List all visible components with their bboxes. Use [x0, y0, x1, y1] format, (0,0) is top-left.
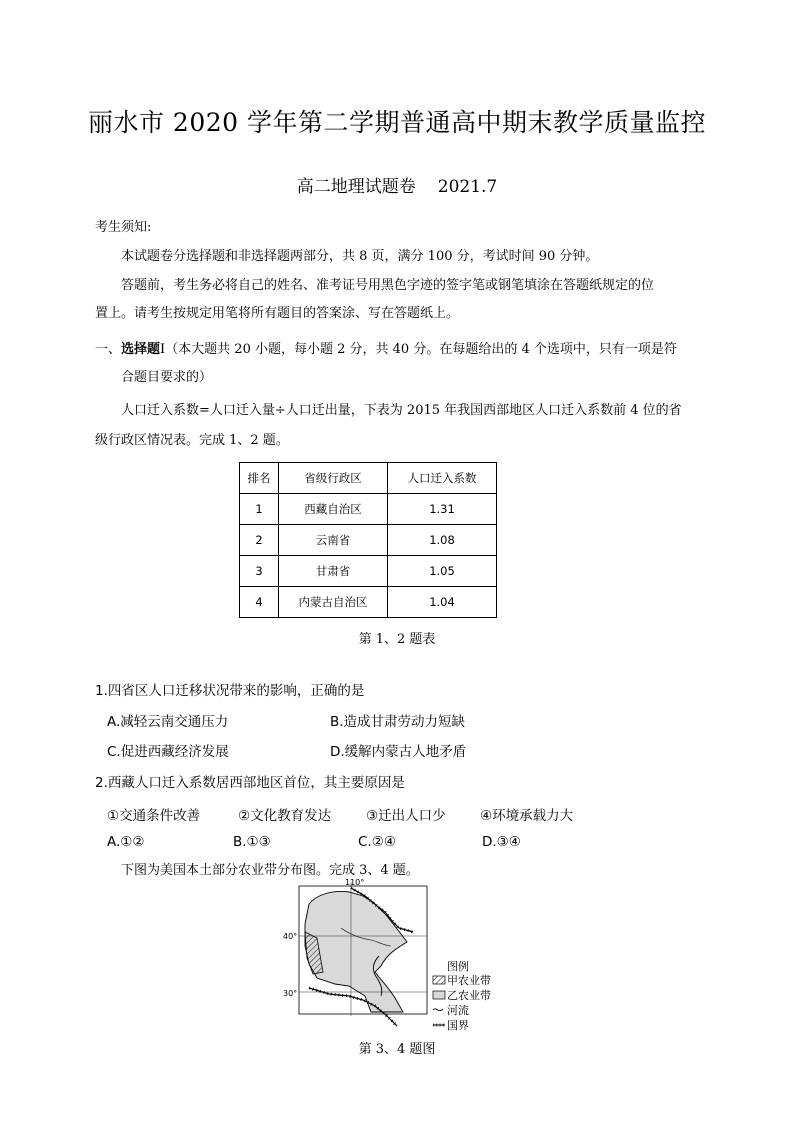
section-1-name: 选择题 [121, 342, 161, 357]
table-row [240, 525, 497, 556]
table-cell: 甘肃省 [279, 556, 388, 587]
map-caption: 第 3、4 题图 [358, 1042, 436, 1057]
question-2-option-d: D.③④ [482, 834, 521, 850]
agriculture-belt-map [283, 876, 513, 1036]
question-1-option-c: C.促进西藏经济发展 [107, 744, 229, 760]
intro-q34: 下图为美国本土部分农业带分布图。完成 3、4 题。 [121, 863, 419, 878]
table-row [240, 494, 497, 525]
section-1-desc-cont: 合题目要求的） [121, 370, 213, 385]
lat-30-label: 30° [283, 989, 298, 998]
exam-date: 2021.7 [437, 177, 498, 197]
question-2-option-a: A.①② [107, 834, 145, 850]
table-header-cell: 人口迁入系数 [388, 463, 497, 494]
migration-table [239, 462, 497, 618]
notice-heading: 考生须知: [95, 220, 152, 235]
table-cell: 内蒙古自治区 [279, 587, 388, 618]
question-2-statement-4: ④环境承载力大 [480, 808, 574, 824]
legend-a-label: 甲农业带 [447, 974, 491, 987]
question-1-option-d: D.缓解内蒙古人地矛盾 [330, 744, 467, 760]
question-2-option-b: B.①③ [233, 834, 271, 850]
intro-q12-line-2: 级行政区情况表。完成 1、2 题。 [95, 433, 289, 448]
legend-border-label: 国界 [447, 1019, 469, 1032]
notice-line-3: 置上。请考生按规定用笔将所有题目的答案涂、写在答题纸上。 [95, 306, 460, 321]
table-cell: 1.31 [388, 494, 497, 525]
legend-river-icon [433, 1009, 443, 1011]
table-cell: 1.05 [388, 556, 497, 587]
table-header-cell: 省级行政区 [279, 463, 388, 494]
notice-line-1: 本试题卷分选择题和非选择题两部分，共 8 页，满分 100 分，考试时间 90 分钟。 [121, 249, 599, 264]
table-caption: 第 1、2 题表 [358, 632, 436, 647]
lat-40-label: 40° [283, 932, 298, 941]
section-1-desc: Ⅰ（本大题共 20 小题，每小题 2 分，共 40 分。在每题给出的 4 个选项中，只有一项是符 [160, 342, 677, 357]
question-2-statement-3: ③迁出人口少 [366, 808, 446, 824]
question-1-option-b: B.造成甘肃劳动力短缺 [330, 714, 466, 730]
table-cell: 3 [240, 556, 279, 587]
legend-river-label: 河流 [447, 1004, 469, 1017]
notice-line-2: 答题前，考生务必将自己的姓名、准考证号用黑色字迹的签字笔或钢笔填涂在答题纸规定的位 [121, 278, 655, 293]
table-cell: 2 [240, 525, 279, 556]
question-2-statement-1: ①交通条件改善 [107, 808, 201, 824]
table-cell: 云南省 [279, 525, 388, 556]
question-1-option-a: A.减轻云南交通压力 [107, 714, 229, 730]
legend-b-label: 乙农业带 [447, 989, 491, 1002]
subject-name: 高二地理试题卷 [296, 177, 416, 197]
question-2-statement-2: ②文化教育发达 [238, 808, 332, 824]
exam-subtitle [0, 172, 794, 197]
question-2-option-c: C.②④ [358, 834, 396, 850]
table-cell: 1.04 [388, 587, 497, 618]
question-2-stem: 2.西藏人口迁入系数居西部地区首位，其主要原因是 [95, 775, 405, 791]
table-cell: 1 [240, 494, 279, 525]
exam-title: 丽水市 2020 学年第二学期普通高中期末教学质量监控 [87, 108, 707, 137]
legend-title: 图例 [447, 960, 469, 973]
legend-a-swatch [433, 976, 445, 984]
table-row [240, 587, 497, 618]
section-1-heading [95, 338, 677, 357]
lon-110-label: 110° [345, 878, 365, 887]
table-cell: 西藏自治区 [279, 494, 388, 525]
intro-q12-line-1: 人口迁入系数=人口迁入量÷人口迁出量，下表为 2015 年我国西部地区人口迁入系数前 4 位的省 [121, 403, 682, 418]
table-cell: 4 [240, 587, 279, 618]
section-1-number: 一、 [95, 342, 122, 357]
table-header-cell: 排名 [240, 463, 279, 494]
table-cell: 1.08 [388, 525, 497, 556]
table-row [240, 556, 497, 587]
question-1-stem: 1.四省区人口迁移状况带来的影响，正确的是 [95, 683, 365, 699]
table-header-row [240, 463, 497, 494]
legend-b-swatch [433, 991, 445, 999]
